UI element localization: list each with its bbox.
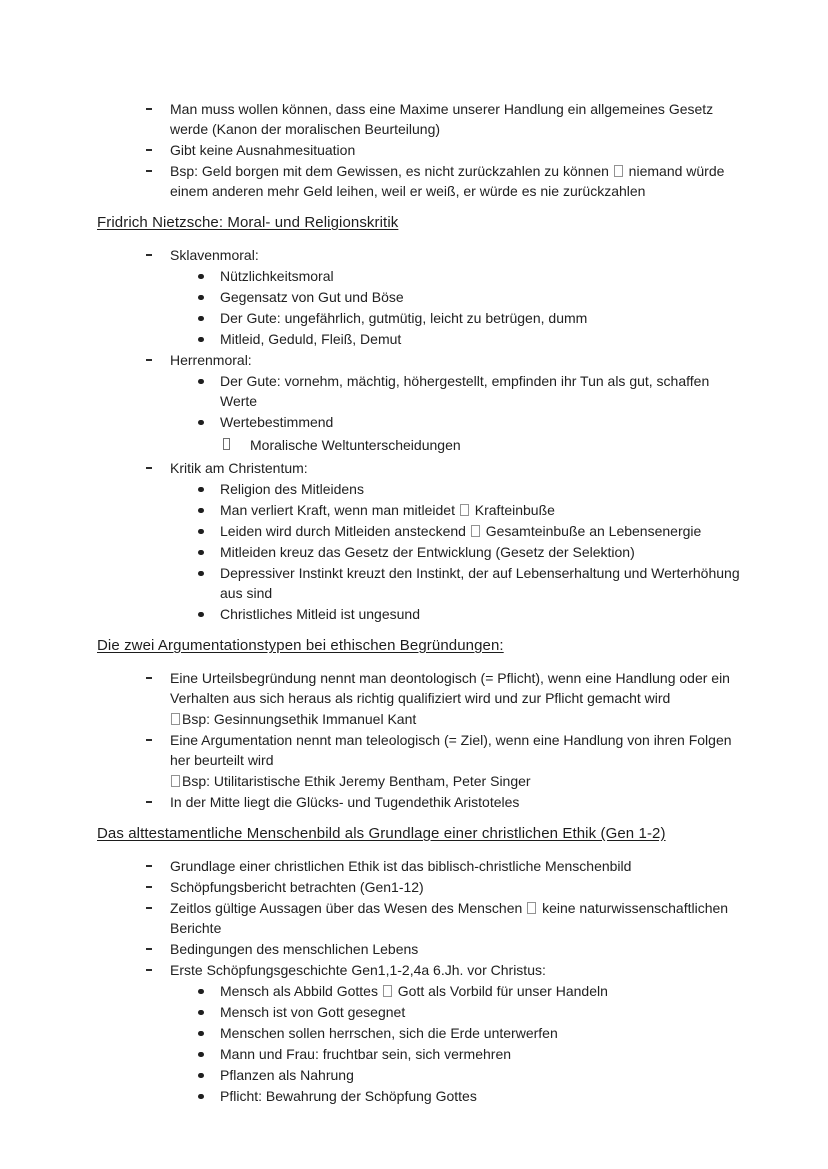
disc-bullet-icon <box>198 529 204 535</box>
list-item <box>97 329 745 349</box>
list-item-text: Eine Urteilsbegründung nennt man deontologisch (= Pflicht), wenn eine Handlung oder ein Verhalten aus sich heraus als richtig qualifiziert wird und zur Pflicht gemacht wird <box>170 670 730 706</box>
list-item <box>97 604 745 624</box>
section-nietzsche-moral-religionskritik <box>97 212 745 624</box>
dash-bullet-icon <box>146 969 152 971</box>
list-item-text: Erste Schöpfungsgeschichte Gen1,1-2,4a 6.Jh. vor Christus: <box>170 962 546 978</box>
disc-bullet-icon <box>198 612 204 618</box>
section-argumentationstypen <box>97 635 745 812</box>
list-item-text: Man muss wollen können, dass eine Maxime unserer Handlung ein allgemeines Gesetz werde (Kanon der moralischen Beurteilung) <box>170 101 714 137</box>
disc-bullet-icon <box>198 274 204 280</box>
list-item-text: Gegensatz von Gut und Böse <box>220 289 404 305</box>
missing-glyph-box <box>527 902 536 914</box>
list-item-text: Eine Argumentation nennt man teleologisch (= Ziel), wenn eine Handlung von ihren Folgen her beurteilt wird <box>170 732 732 768</box>
dash-bullet-icon <box>146 467 152 469</box>
missing-glyph-box <box>460 504 469 516</box>
list-item-text: Der Gute: vornehm, mächtig, höhergestellt, empfinden ihr Tun als gut, schaffen Werte <box>220 373 710 409</box>
disc-bullet-icon <box>198 571 204 577</box>
list-item-text: Pflanzen als Nahrung <box>220 1067 354 1083</box>
list-item-text: Menschen sollen herrschen, sich die Erde unterwerfen <box>220 1025 558 1041</box>
disc-bullet-icon <box>198 550 204 556</box>
list-item-text: Bsp: Utilitaristische Ethik Jeremy Bentham, Peter Singer <box>97 771 745 791</box>
list-item <box>97 668 745 708</box>
dash-bullet-icon <box>146 865 152 867</box>
list-item <box>97 1065 745 1085</box>
disc-bullet-icon <box>198 1073 204 1079</box>
list-item-continuation <box>97 709 745 729</box>
list-item <box>97 730 745 770</box>
disc-bullet-icon <box>198 1010 204 1016</box>
list-item-text: Mensch als Abbild Gottes Gott als Vorbild für unser Handeln <box>220 983 608 999</box>
disc-bullet-icon <box>198 1052 204 1058</box>
list-item-text: Zeitlos gültige Aussagen über das Wesen des Menschen keine naturwissenschaftlichen Berichte <box>170 900 729 936</box>
list-item <box>97 1002 745 1022</box>
list-item <box>97 412 745 432</box>
disc-bullet-icon <box>198 337 204 343</box>
list-item <box>97 960 745 980</box>
list-item <box>97 435 745 455</box>
intro-list <box>97 99 745 201</box>
dash-bullet-icon <box>146 359 152 361</box>
dash-bullet-icon <box>146 907 152 909</box>
list-item-text: Grundlage einer christlichen Ethik ist das biblisch-christliche Menschenbild <box>170 858 632 874</box>
disc-bullet-icon <box>198 316 204 322</box>
list-item-text: Leiden wird durch Mitleiden ansteckend Gesamteinbuße an Lebensenergie <box>220 523 702 539</box>
dash-bullet-icon <box>146 948 152 950</box>
dash-bullet-icon <box>146 254 152 256</box>
list-item-text: Bedingungen des menschlichen Lebens <box>170 941 419 957</box>
dash-bullet-icon <box>146 149 152 151</box>
list-item <box>97 521 745 541</box>
list-item-text: Kritik am Christentum: <box>170 460 308 476</box>
list-item <box>97 287 745 307</box>
dash-bullet-icon <box>146 886 152 888</box>
missing-glyph-box <box>383 985 392 997</box>
list-item <box>97 350 745 370</box>
list-item-text: Der Gute: ungefährlich, gutmütig, leicht zu betrügen, dumm <box>220 310 588 326</box>
list-item <box>97 371 745 411</box>
list-item-text: Bsp: Gesinnungsethik Immanuel Kant <box>97 709 745 729</box>
list-item-text: Gibt keine Ausnahmesituation <box>170 142 356 158</box>
dash-bullet-icon <box>146 108 152 110</box>
list-item-text: Religion des Mitleidens <box>220 481 364 497</box>
list-item-text: Mitleiden kreuz das Gesetz der Entwicklung (Gesetz der Selektion) <box>220 544 635 560</box>
dash-bullet-icon <box>146 801 152 803</box>
disc-bullet-icon <box>198 1094 204 1100</box>
missing-glyph-box <box>614 165 623 177</box>
list-item <box>97 161 745 201</box>
dash-bullet-icon <box>146 739 152 741</box>
disc-bullet-icon <box>198 989 204 995</box>
list-item <box>97 479 745 499</box>
list-item-text: In der Mitte liegt die Glücks- und Tugendethik Aristoteles <box>170 794 520 810</box>
list-item <box>97 308 745 328</box>
list-item-text: Depressiver Instinkt kreuzt den Instinkt, der auf Lebenserhaltung und Werterhöhung aus sind <box>220 565 740 601</box>
list-item <box>97 458 745 478</box>
list-item-text: Man verliert Kraft, wenn man mitleidet Krafteinbuße <box>220 502 555 518</box>
list-item-text: Mensch ist von Gott gesegnet <box>220 1004 406 1020</box>
list-item <box>97 266 745 286</box>
list-item-text: Bsp: Geld borgen mit dem Gewissen, es nicht zurückzahlen zu können niemand würde einem anderen mehr Geld leihen, weil er weiß, er würde es nie zurückzahlen <box>170 163 725 199</box>
missing-glyph-box <box>471 525 480 537</box>
dash-bullet-icon <box>146 677 152 679</box>
list-item <box>97 1023 745 1043</box>
list-item <box>97 898 745 938</box>
disc-bullet-icon <box>198 379 204 385</box>
list-item-text: Christliches Mitleid ist ungesund <box>220 606 420 622</box>
list-item <box>97 563 745 603</box>
list-item <box>97 542 745 562</box>
section-alttestamentliches-menschenbild <box>97 823 745 1106</box>
section-heading: Fridrich Nietzsche: Moral- und Religionskritik <box>97 214 399 231</box>
list-item <box>97 792 745 812</box>
disc-bullet-icon <box>198 1031 204 1037</box>
list-item <box>97 856 745 876</box>
list-item-text: Schöpfungsbericht betrachten (Gen1-12) <box>170 879 424 895</box>
list-item <box>97 939 745 959</box>
list-item <box>97 981 745 1001</box>
section-heading: Das alttestamentliche Menschenbild als Grundlage einer christlichen Ethik (Gen 1-2) <box>97 825 666 842</box>
list-item <box>97 877 745 897</box>
dash-bullet-icon <box>146 170 152 172</box>
list-item-continuation <box>97 771 745 791</box>
list-item <box>97 1086 745 1106</box>
list-item-text: Wertebestimmend <box>220 414 334 430</box>
list-item-text: Herrenmoral: <box>170 352 252 368</box>
list-item <box>97 99 745 139</box>
list-item-text: Nützlichkeitsmoral <box>220 268 334 284</box>
document-content <box>97 99 745 1107</box>
disc-bullet-icon <box>198 487 204 493</box>
list-item-text: Mitleid, Geduld, Fleiß, Demut <box>220 331 402 347</box>
section-heading: Die zwei Argumentationstypen bei ethischen Begründungen: <box>97 637 504 654</box>
list-item-text: Moralische Weltunterscheidungen <box>250 437 461 453</box>
disc-bullet-icon <box>198 508 204 514</box>
disc-bullet-icon <box>198 295 204 301</box>
list-item-text: Pflicht: Bewahrung der Schöpfung Gottes <box>220 1088 477 1104</box>
missing-glyph-box <box>171 775 180 787</box>
list-item-text: Sklavenmoral: <box>170 247 259 263</box>
missing-glyph-bullet-icon <box>223 438 230 450</box>
list-item <box>97 245 745 265</box>
list-item <box>97 140 745 160</box>
missing-glyph-box <box>171 713 180 725</box>
list-item <box>97 500 745 520</box>
list-item-text: Mann und Frau: fruchtbar sein, sich vermehren <box>220 1046 512 1062</box>
list-item <box>97 1044 745 1064</box>
disc-bullet-icon <box>198 420 204 426</box>
